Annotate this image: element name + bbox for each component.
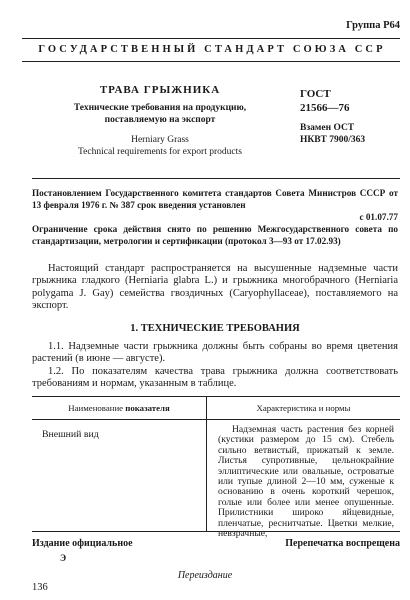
section-heading: 1. ТЕХНИЧЕСКИЕ ТРЕБОВАНИЯ [130, 323, 300, 334]
table-header-indicator-b: показателя [125, 403, 170, 413]
clause-1-1: 1.1. Надземные части грыжника должны быть собраны во время цветения растений (в июне — августе). [32, 341, 398, 365]
validity-limit-text: Ограничение срока действия снято по решению Межгосударственного совета по стандартизации, метрологии и сертификации (протокол 3—93 от 17.02.93) [32, 224, 398, 246]
subtitle-en-line: Technical requirements for export products [78, 147, 242, 157]
table-cell-indicator: Внешний вид [42, 429, 99, 440]
header-bottom-rule [22, 61, 400, 62]
table-cell-value: Надземная часть растения без корней (кустики размером до 15 см). Стебель сильно ветвистый, прижатый к земле. Листья супротивные, цельнокрайние эллиптические или овальные, островатые или тупые длиной 2—10 мм, суженые к основанию в очень короткий черешок, голые или более или менее опушенные. Прилистники широко яйцевидные, пленчатые, реснитчатые. Цветки мелкие, невзрачные, [218, 424, 394, 540]
state-standard-heading: ГОСУДАРСТВЕННЫЙ СТАНДАРТ СОЮЗА ССР [38, 44, 386, 55]
table-header-indicator [32, 397, 207, 420]
reprint-prohibited-label: Перепечатка воспрещена [285, 538, 400, 549]
title-en: Herniary Grass [131, 135, 189, 145]
official-edition-label: Издание официальное [32, 538, 133, 549]
table-column-divider [206, 419, 207, 532]
group-code: Группа Р64 [346, 20, 400, 31]
subtitle-ru-line2: поставляемую на экспорт [104, 115, 216, 125]
document-title: ТРАВА ГРЫЖНИКА [99, 84, 221, 96]
subtitle-ru [40, 102, 280, 126]
subtitle-ru-line1: Технические требования на продукцию, [73, 103, 247, 113]
table-header-indicator-a: Наименование [68, 403, 126, 413]
title-block [40, 84, 280, 158]
replaces-line1: Взамен ОСТ [300, 123, 355, 133]
gost-number: 21566—76 [300, 102, 350, 114]
footer-rule [32, 531, 400, 532]
replaces-line2: НКВТ 7900/363 [300, 135, 366, 145]
table-header-norms: Характеристика и нормы [207, 397, 400, 420]
page-number: 136 [32, 582, 48, 593]
decree-rule [32, 178, 400, 179]
gost-label: ГОСТ [300, 88, 331, 100]
gost-block [300, 88, 400, 146]
edition-mark: Э [60, 553, 67, 563]
clause-1-2: 1.2. По показателям качества трава грыжника должна соответствовать требованиям и нормам, указанным в таблице. [32, 366, 398, 390]
replaces-standard [300, 122, 400, 146]
requirements-table [32, 396, 400, 540]
subtitle-en [40, 134, 280, 158]
effective-date: с 01.07.77 [359, 212, 398, 222]
intro-paragraph: Настоящий стандарт распространяется на высушенные надземные части грыжника гладкого (Herniaria glabra L.) и грыжника многобрачного (Herniaria polygama J. Gay) семейства гвоздичных (Caryophyllaceae), поставляемого на экспорт. [32, 263, 398, 312]
republication-label: Переиздание [177, 570, 233, 581]
decree-text: Постановлением Государственного комитета стандартов Совета Министров СССР от 13 февраля 1976 г. № 387 срок введения установлен [32, 188, 398, 210]
header-top-rule [22, 38, 400, 39]
